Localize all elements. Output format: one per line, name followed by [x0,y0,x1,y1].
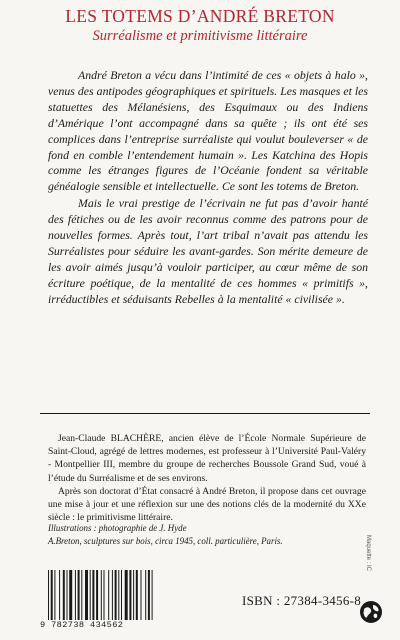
blurb-paragraph-1: André Breton a vécu dans l’intimité de ces « objets à halo », venus des antipodes géographiques et spirituels. Les masques et les statuettes des Mélanésiens, des Esquimaux ou des Indiens d’Amérique l’ont accompagné dans sa quête ; ils ont été ses complices dans l’entreprise surréaliste qui voulut bouleverser « de fond en comble l’entendement humain ». Les Katchina des Hopis comme les étranges figures de l’Océanie fondent sa véritable généalogie sensible et intellectuelle. Ce sont les totems de Breton. [48,68,368,194]
book-subtitle: Surréalisme et primitivisme littéraire [92,28,308,44]
credits-line-2: A.Breton, sculptures sur bois, circa 1945, coll. particulière, Paris. [48,535,283,546]
barcode-block [40,570,190,632]
globe-logo-icon [359,600,383,624]
blurb [48,68,368,308]
author-bio [48,432,366,524]
divider-line [40,413,370,414]
illustration-credits [48,522,366,547]
blurb-paragraph-2: Mais le vrai prestige de l’écrivain ne fut pas d’avoir hanté des fétiches ou de les avoir reconnus comme des patrons pour de nouvelles formes. Après tout, l’art tribal n’avait pas attendu les Surréalistes pour séduire les avant-gardes. Son mérite demeure de les avoir aimés jusqu’à vouloir participer, au cœur même de son écriture poétique, de la mentalité de ces hommes « primitifs », irréductibles et séduisants Rebelles à la mentalité « civilisée ». [48,196,368,306]
bio-paragraph-2: Après son doctorat d’État consacré à André Breton, il propose dans cet ouvrage une mise à jour et une réflexion sur une des notions clés de la modernité du XXe siècle : le primitivisme littéraire. [48,485,366,524]
isbn-number: ISBN : 27384-3456-8 [242,593,362,608]
side-code-text: Maquette : IC [365,535,371,572]
bio-paragraph-1: Jean-Claude BLACHÈRE, ancien élève de l’École Normale Supérieure de Saint-Cloud, agrégé de lettres modernes, est professeur à l’Université Paul-Valéry - Montpellier III, membre du groupe de recherches Boussole Grand Sud, voué à l’étude du Surréalisme et de ses environs. [48,433,366,484]
barcode-digits: 9 782738 434562 [40,620,124,630]
credits-line-1: Illustrations : photographie de J. Hyde [48,523,187,533]
book-title: LES TOTEMS D’ANDRÉ BRETON [65,6,335,26]
barcode-icon [48,570,168,620]
